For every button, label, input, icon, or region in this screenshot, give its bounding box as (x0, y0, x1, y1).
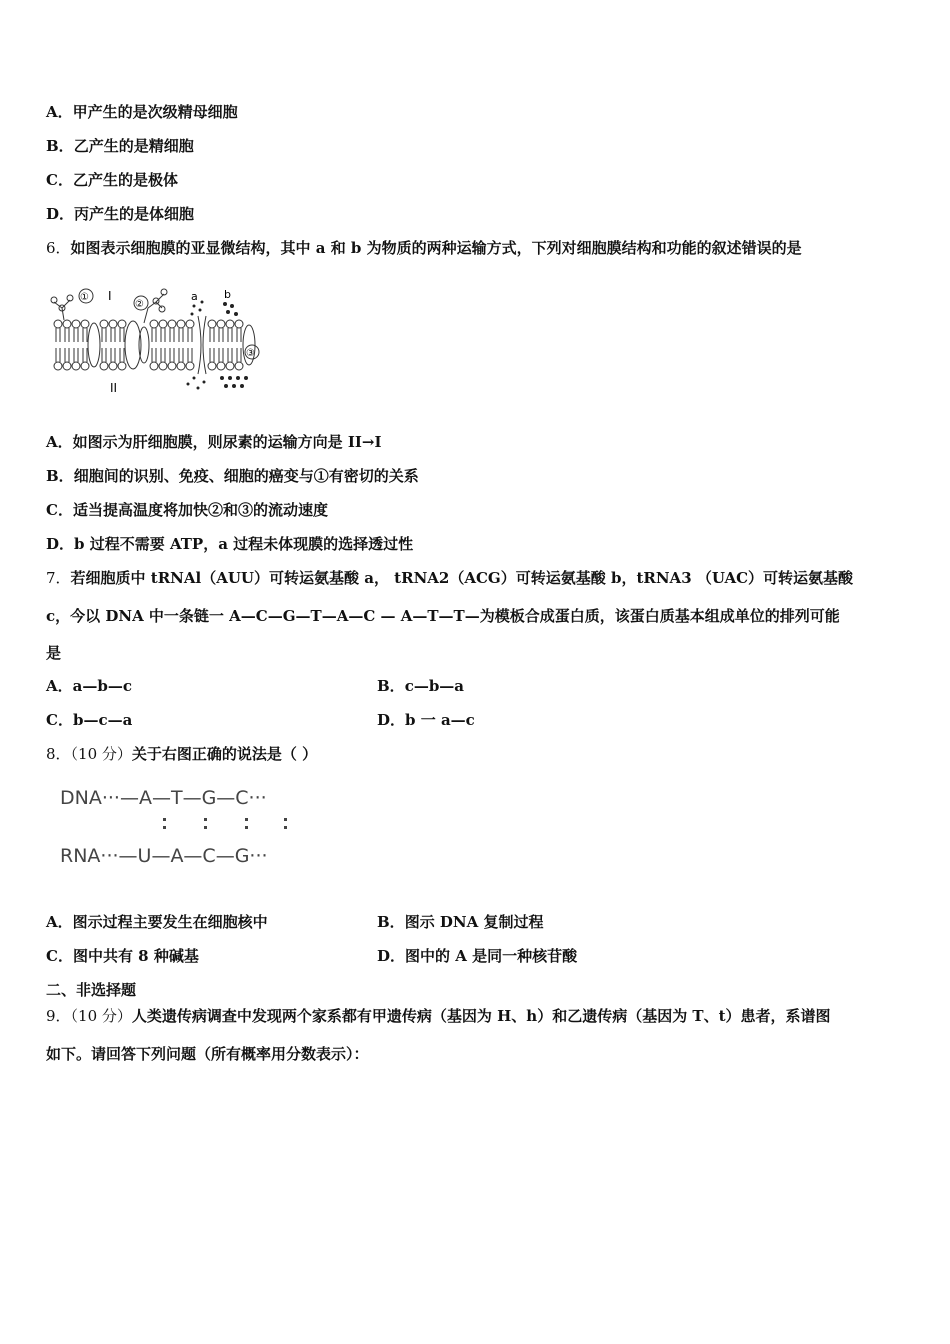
rna-strand: RNA···—U—A—C—G··· (60, 845, 268, 867)
label-circle-1: ① (80, 292, 89, 303)
protein (88, 323, 100, 367)
dna-rna-figure (58, 782, 328, 874)
q7-stem-line1: 7．若细胞质中 tRNAl（AUU）可转运氨基酸 a， tRNA2（ACG）可转运氨基酸 b，tRNA3 （UAC）可转运氨基酸 (46, 569, 854, 587)
q8-option-a: A．图示过程主要发生在细胞核中 (46, 913, 268, 931)
label-circle-3: ③ (246, 348, 255, 359)
q8-option-c: C．图中共有 8 种碱基 (46, 947, 199, 965)
q6-stem: 6．如图表示细胞膜的亚显微结构，其中 a 和 b 为物质的两种运输方式，下列对细胞膜结构和功能的叙述错误的是 (46, 239, 802, 257)
q5-option-a: A．甲产生的是次级精母细胞 (46, 103, 238, 121)
q5-option-b: B．乙产生的是精细胞 (46, 137, 194, 155)
section-title: 二、非选择题 (46, 981, 137, 999)
base-pair-dots (163, 818, 287, 829)
q7-stem-line2: c，今以 DNA 中一条链一 A—C—G—T—A—C — A—T—T—为模板合成蛋白质，该蛋白质基本组成单位的排列可能 (46, 607, 840, 625)
label-circle-2: ② (135, 299, 144, 310)
q9-stem-line2: 如下。请回答下列问题（所有概率用分数表示）： (46, 1045, 369, 1063)
q7-stem-line3: 是 (46, 644, 62, 662)
label-a: a (191, 290, 198, 303)
q9-stem-line1: 9．（10 分）人类遗传病调查中发现两个家系都有甲遗传病（基因为 H、h）和乙遗传病（基因为 T、t）患者，系谱图 (46, 1007, 831, 1025)
q6-option-b: B．细胞间的识别、免疫、细胞的癌变与①有密切的关系 (46, 467, 419, 485)
q8-stem: 8．（10 分）关于右图正确的说法是（ ） (46, 745, 318, 763)
q7-option-c: C．b—c—a (46, 711, 133, 729)
q6-option-c: C．适当提高温度将加快②和③的流动速度 (46, 501, 328, 519)
q5-option-d: D．丙产生的是体细胞 (46, 205, 195, 223)
label-I: I (108, 289, 112, 303)
label-II: II (110, 381, 118, 395)
transport-molecules (187, 301, 249, 390)
q7-option-d: D．b 一 a—c (377, 711, 475, 729)
cell-membrane-figure (44, 278, 269, 398)
q7-option-b: B．c—b—a (377, 677, 465, 695)
q6-option-d: D．b 过程不需要 ATP，a 过程未体现膜的选择透过性 (46, 535, 414, 553)
q7-option-a: A．a—b—c (46, 677, 132, 695)
channel-protein (198, 316, 206, 374)
q6-option-a: A．如图示为肝细胞膜，则尿素的运输方向是 II→I (46, 433, 382, 451)
q5-option-c: C．乙产生的是极体 (46, 171, 178, 189)
label-b: b (224, 288, 231, 301)
q8-option-b: B．图示 DNA 复制过程 (377, 913, 544, 931)
glycoprotein (54, 300, 70, 320)
dna-strand: DNA···—A—T—G—C··· (60, 787, 267, 809)
q8-option-d: D．图中的 A 是同一种核苷酸 (377, 947, 578, 965)
